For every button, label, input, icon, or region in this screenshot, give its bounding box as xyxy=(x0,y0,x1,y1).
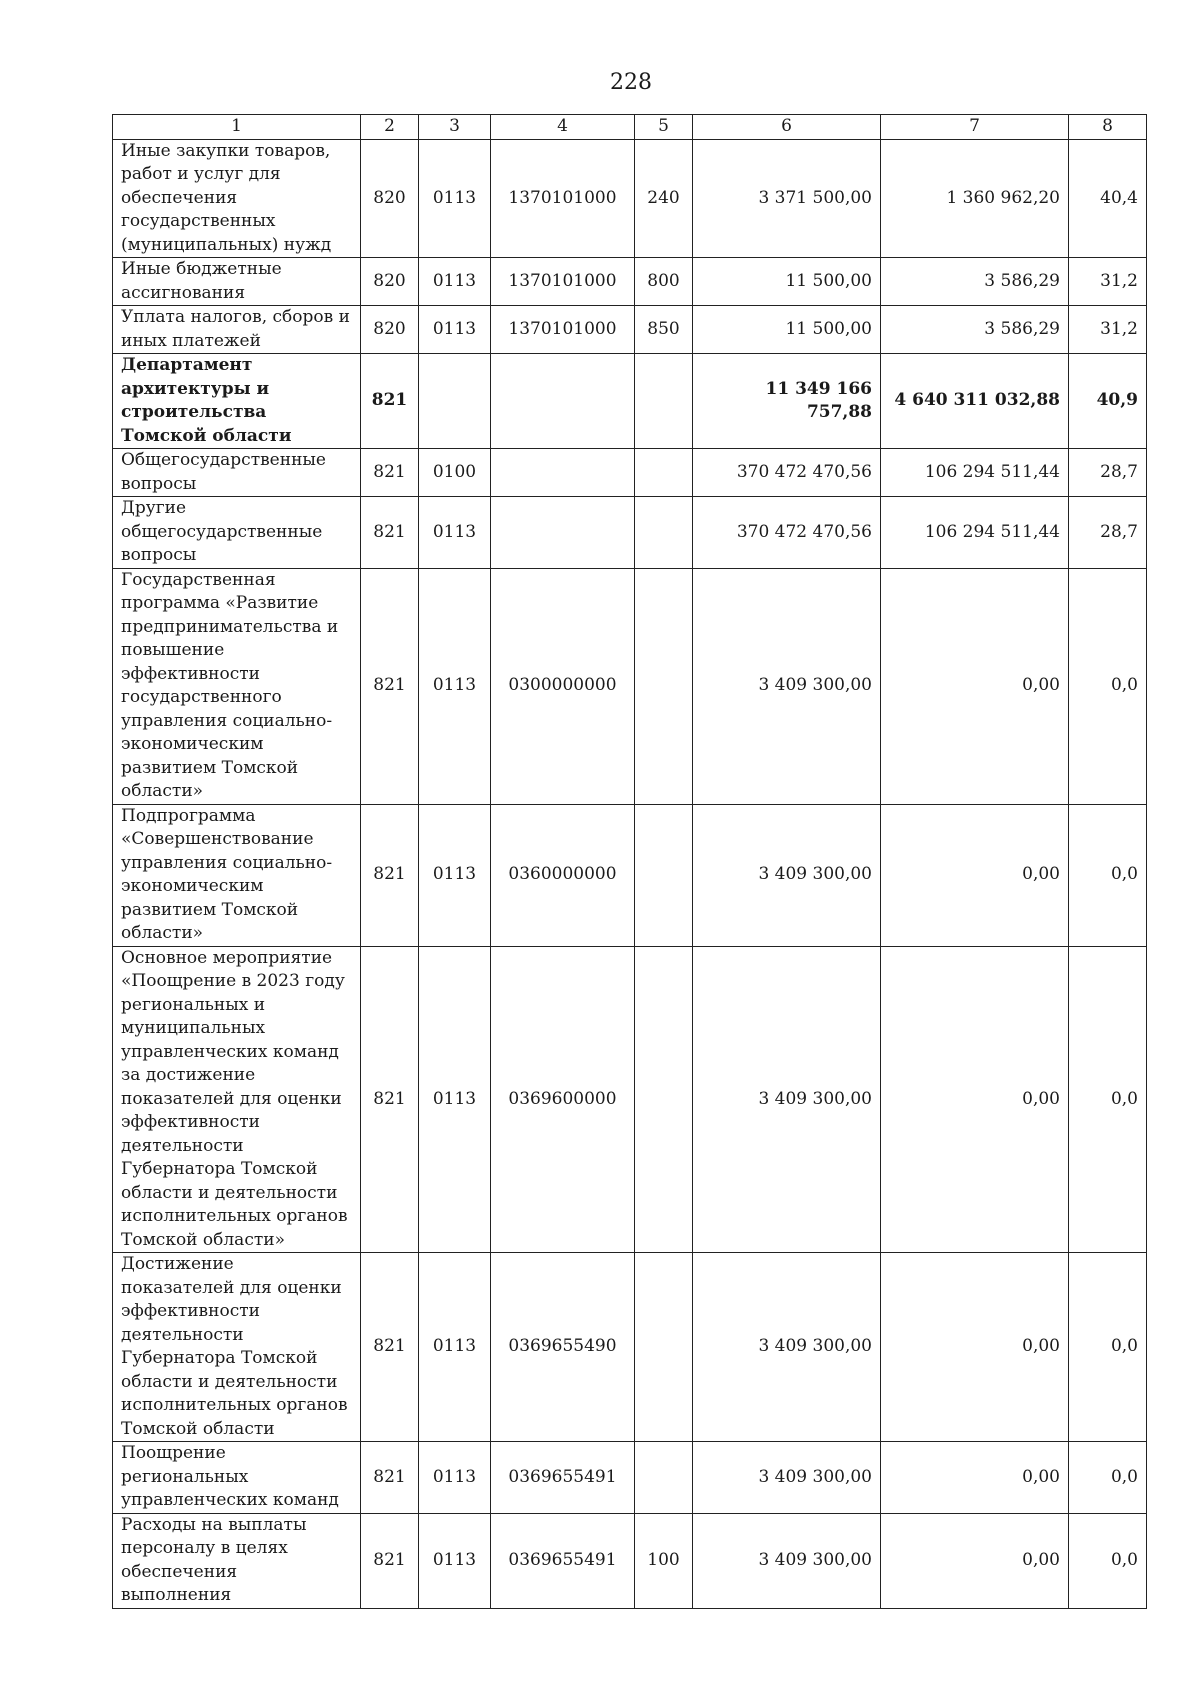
table-row xyxy=(113,139,1147,258)
row-col4-cell: 0369655490 xyxy=(491,1253,635,1442)
row-name-cell: Другие общегосударственные вопросы xyxy=(113,497,361,569)
table-row xyxy=(113,804,1147,946)
row-col8-cell: 28,7 xyxy=(1069,497,1147,569)
row-col7-cell: 0,00 xyxy=(881,1513,1069,1608)
row-col3-cell: 0113 xyxy=(419,568,491,804)
row-col7-cell: 0,00 xyxy=(881,804,1069,946)
row-col2-cell: 821 xyxy=(361,497,419,569)
row-col5-cell xyxy=(635,946,693,1253)
row-col3-cell: 0113 xyxy=(419,1513,491,1608)
row-col5-cell: 850 xyxy=(635,306,693,354)
table-row xyxy=(113,449,1147,497)
page-number: 228 xyxy=(610,70,652,95)
row-col2-cell: 821 xyxy=(361,354,419,449)
row-col4-cell xyxy=(491,497,635,569)
row-col8-cell: 0,0 xyxy=(1069,1253,1147,1442)
row-col8-cell: 0,0 xyxy=(1069,1442,1147,1514)
row-col7-cell: 0,00 xyxy=(881,1253,1069,1442)
row-col3-cell: 0100 xyxy=(419,449,491,497)
row-col7-cell: 106 294 511,44 xyxy=(881,449,1069,497)
row-col3-cell: 0113 xyxy=(419,804,491,946)
row-col6-cell: 3 409 300,00 xyxy=(693,804,881,946)
row-name-cell: Иные закупки товаров, работ и услуг для обеспечения государственных (муниципальных) нужд xyxy=(113,139,361,258)
header-cell: 4 xyxy=(491,115,635,140)
row-name-cell: Департамент архитектуры и строительства Томской области xyxy=(113,354,361,449)
row-col7-cell: 0,00 xyxy=(881,568,1069,804)
row-name-cell: Основное мероприятие «Поощрение в 2023 году региональных и муниципальных управленческих команд за достижение показателей для оценки эффективности деятельности Губернатора Томской области и деятельности исполнительных органов Томской области» xyxy=(113,946,361,1253)
row-col6-cell: 11 500,00 xyxy=(693,306,881,354)
row-col3-cell xyxy=(419,354,491,449)
row-col5-cell xyxy=(635,568,693,804)
row-name-cell: Расходы на выплаты персоналу в целях обеспечения выполнения xyxy=(113,1513,361,1608)
row-col2-cell: 821 xyxy=(361,1253,419,1442)
row-col6-cell: 370 472 470,56 xyxy=(693,497,881,569)
row-col7-cell: 4 640 311 032,88 xyxy=(881,354,1069,449)
table-row xyxy=(113,1253,1147,1442)
row-col6-cell: 11 500,00 xyxy=(693,258,881,306)
row-name-cell: Уплата налогов, сборов и иных платежей xyxy=(113,306,361,354)
row-col6-cell: 3 409 300,00 xyxy=(693,1513,881,1608)
row-col2-cell: 821 xyxy=(361,568,419,804)
row-col7-cell: 3 586,29 xyxy=(881,306,1069,354)
row-name-cell: Подпрограмма «Совершенствование управления социально-экономическим развитием Томской области» xyxy=(113,804,361,946)
row-name-cell: Общегосударственные вопросы xyxy=(113,449,361,497)
row-col5-cell xyxy=(635,1442,693,1514)
header-cell: 1 xyxy=(113,115,361,140)
row-col8-cell: 40,9 xyxy=(1069,354,1147,449)
row-col8-cell: 0,0 xyxy=(1069,946,1147,1253)
row-col7-cell: 0,00 xyxy=(881,1442,1069,1514)
header-cell: 3 xyxy=(419,115,491,140)
row-col6-cell: 3 409 300,00 xyxy=(693,1442,881,1514)
row-col2-cell: 821 xyxy=(361,946,419,1253)
row-col4-cell: 1370101000 xyxy=(491,306,635,354)
row-col4-cell: 1370101000 xyxy=(491,139,635,258)
header-cell: 8 xyxy=(1069,115,1147,140)
table-row xyxy=(113,946,1147,1253)
header-cell: 2 xyxy=(361,115,419,140)
row-col8-cell: 31,2 xyxy=(1069,306,1147,354)
row-col4-cell: 0369655491 xyxy=(491,1513,635,1608)
table-row xyxy=(113,1513,1147,1608)
budget-table xyxy=(112,114,1147,1609)
row-col5-cell xyxy=(635,497,693,569)
row-col8-cell: 0,0 xyxy=(1069,1513,1147,1608)
row-name-cell: Достижение показателей для оценки эффективности деятельности Губернатора Томской области и деятельности исполнительных органов Томской области xyxy=(113,1253,361,1442)
row-col2-cell: 820 xyxy=(361,139,419,258)
row-col8-cell: 0,0 xyxy=(1069,568,1147,804)
row-col3-cell: 0113 xyxy=(419,946,491,1253)
table-header-row xyxy=(113,115,1147,140)
row-col4-cell: 0360000000 xyxy=(491,804,635,946)
row-col5-cell: 800 xyxy=(635,258,693,306)
header-cell: 7 xyxy=(881,115,1069,140)
row-col3-cell: 0113 xyxy=(419,497,491,569)
row-col6-cell: 3 409 300,00 xyxy=(693,568,881,804)
row-col5-cell xyxy=(635,1253,693,1442)
row-col3-cell: 0113 xyxy=(419,139,491,258)
row-col7-cell: 106 294 511,44 xyxy=(881,497,1069,569)
table-row xyxy=(113,568,1147,804)
row-col2-cell: 821 xyxy=(361,449,419,497)
table-row xyxy=(113,1442,1147,1514)
row-col4-cell: 1370101000 xyxy=(491,258,635,306)
row-col8-cell: 31,2 xyxy=(1069,258,1147,306)
row-col3-cell: 0113 xyxy=(419,306,491,354)
row-col4-cell: 0300000000 xyxy=(491,568,635,804)
row-col8-cell: 40,4 xyxy=(1069,139,1147,258)
table-body xyxy=(113,139,1147,1608)
row-col7-cell: 1 360 962,20 xyxy=(881,139,1069,258)
row-col6-cell: 3 371 500,00 xyxy=(693,139,881,258)
row-col4-cell: 0369655491 xyxy=(491,1442,635,1514)
row-col8-cell: 28,7 xyxy=(1069,449,1147,497)
row-col3-cell: 0113 xyxy=(419,258,491,306)
row-name-cell: Иные бюджетные ассигнования xyxy=(113,258,361,306)
table-row xyxy=(113,354,1147,449)
row-col4-cell: 0369600000 xyxy=(491,946,635,1253)
row-col7-cell: 3 586,29 xyxy=(881,258,1069,306)
row-col5-cell xyxy=(635,804,693,946)
row-col5-cell: 240 xyxy=(635,139,693,258)
row-col2-cell: 821 xyxy=(361,804,419,946)
row-col7-cell: 0,00 xyxy=(881,946,1069,1253)
row-col5-cell xyxy=(635,354,693,449)
row-name-cell: Поощрение региональных управленческих команд xyxy=(113,1442,361,1514)
table-row xyxy=(113,306,1147,354)
header-cell: 6 xyxy=(693,115,881,140)
row-col4-cell xyxy=(491,449,635,497)
row-col5-cell: 100 xyxy=(635,1513,693,1608)
row-col2-cell: 821 xyxy=(361,1442,419,1514)
header-cell: 5 xyxy=(635,115,693,140)
row-col6-cell: 3 409 300,00 xyxy=(693,946,881,1253)
row-col6-cell: 3 409 300,00 xyxy=(693,1253,881,1442)
row-col5-cell xyxy=(635,449,693,497)
row-col2-cell: 820 xyxy=(361,306,419,354)
table-row xyxy=(113,497,1147,569)
table-row xyxy=(113,258,1147,306)
row-col3-cell: 0113 xyxy=(419,1253,491,1442)
row-col4-cell xyxy=(491,354,635,449)
row-col2-cell: 821 xyxy=(361,1513,419,1608)
row-col2-cell: 820 xyxy=(361,258,419,306)
row-col6-cell: 370 472 470,56 xyxy=(693,449,881,497)
row-col6-cell: 11 349 166 757,88 xyxy=(693,354,881,449)
row-col8-cell: 0,0 xyxy=(1069,804,1147,946)
row-name-cell: Государственная программа «Развитие предпринимательства и повышение эффективности государственного управления социально-экономическим развитием Томской области» xyxy=(113,568,361,804)
row-col3-cell: 0113 xyxy=(419,1442,491,1514)
